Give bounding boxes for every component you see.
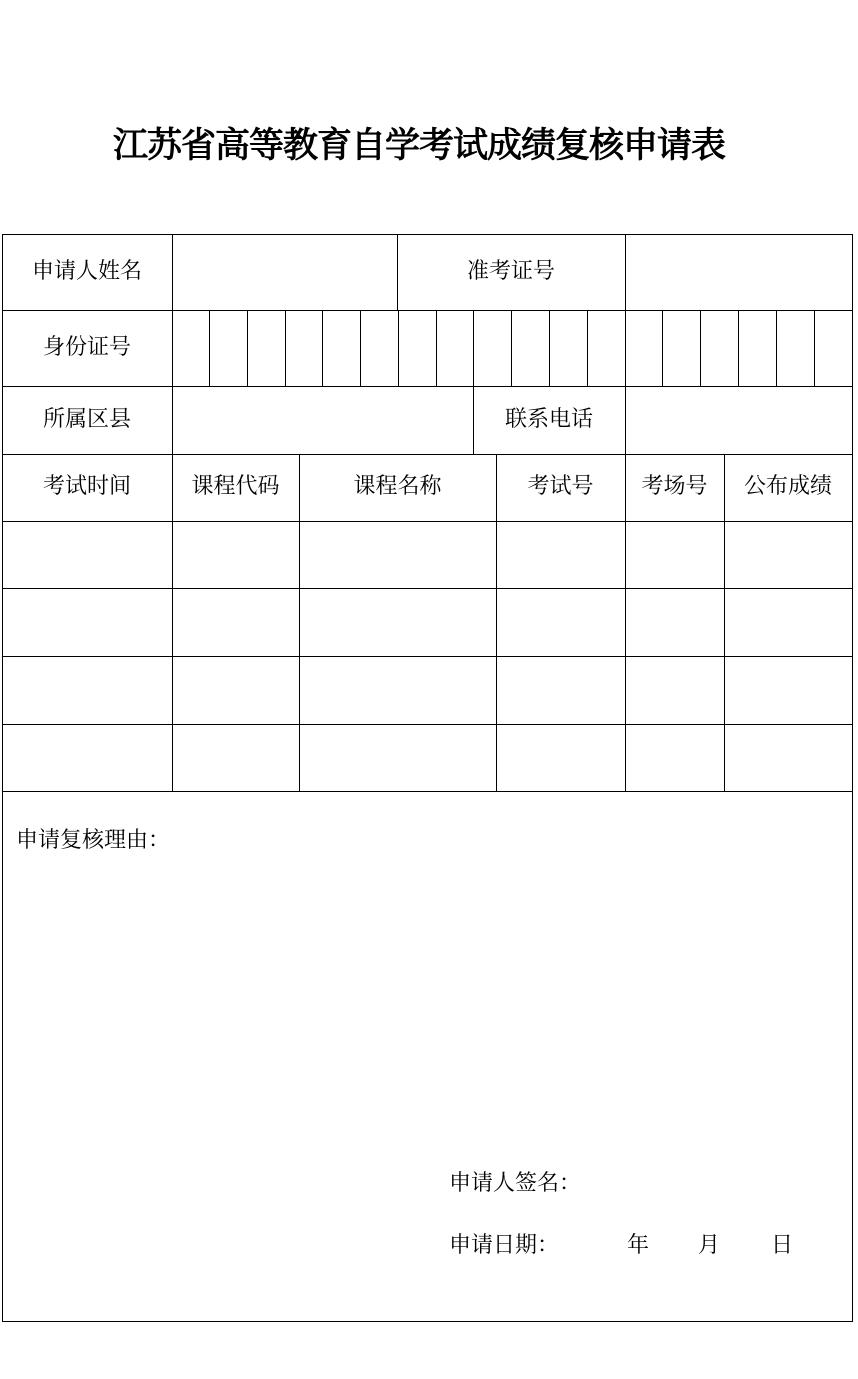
row-divider (2, 656, 853, 657)
date-month: 月 (698, 1233, 721, 1258)
applicant-name-label: 申请人姓名 (31, 259, 142, 284)
reason-field[interactable] (3, 860, 852, 1160)
admission-no-label: 准考证号 (466, 259, 555, 284)
row-divider (2, 724, 853, 725)
row-divider (2, 454, 853, 455)
header-exam-number: 考试号 (527, 474, 594, 499)
phone-label: 联系电话 (504, 407, 593, 432)
header-course-code: 课程代码 (191, 474, 280, 499)
col-divider (496, 454, 497, 791)
applicant-name-field[interactable] (173, 235, 397, 310)
district-field[interactable] (173, 387, 473, 454)
form-border-bottom (2, 1321, 853, 1322)
phone-field[interactable] (626, 387, 852, 454)
header-room-number: 考场号 (641, 474, 708, 499)
header-published-score: 公布成绩 (743, 474, 832, 499)
signature-label: 申请人签名： (449, 1171, 582, 1196)
row-divider (2, 521, 853, 522)
header-exam-time: 考试时间 (42, 474, 131, 499)
district-label: 所属区县 (42, 407, 131, 432)
col-divider (625, 454, 626, 791)
id-number-field[interactable] (173, 311, 852, 386)
date-day: 日 (771, 1233, 794, 1258)
date-year: 年 (627, 1233, 650, 1258)
id-number-label: 身份证号 (42, 335, 131, 360)
admission-no-field[interactable] (626, 235, 852, 310)
page-title: 江苏省高等教育自学考试成绩复核申请表 (112, 126, 725, 166)
row-divider (2, 588, 853, 589)
header-course-name: 课程名称 (353, 474, 442, 499)
reason-label: 申请复核理由： (16, 828, 171, 853)
col-divider (299, 454, 300, 791)
row-divider (2, 791, 853, 792)
form-border-right (852, 234, 853, 1322)
date-label: 申请日期： (449, 1233, 560, 1258)
col-divider (724, 454, 725, 791)
